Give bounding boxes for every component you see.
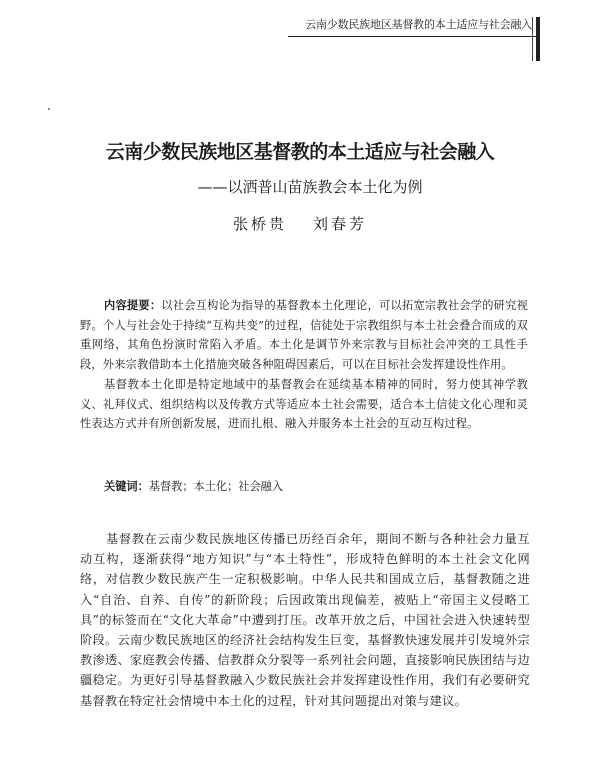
abstract-text: 以社会互构论为指导的基督教本土化理论，可以拓宽宗教社会学的研究视野。个人与社会处于持续“互构共变”的过程，信徒处于宗教组织与本土社会叠合而成的双重网络，其角色扮演时常陷入矛盾。本土化是调节外来宗教与目标社会冲突的工具性手段，外来宗教借助本土化措施突破各种阻碍因素后，可以在目标社会发挥建设性作用。: [80, 299, 528, 372]
abstract-paragraph: 基督教本土化即是特定地域中的基督教会在延续基本精神的同时，努力使其神学教义、礼拜仪式、组织结构以及传教方式等适应本土社会需要，适合本土信徒文化心理和灵性表达方式并有所创新发展，进而扎根、融入并服务本土社会的互动互构过程。: [80, 377, 528, 431]
header-side-line: [532, 17, 533, 61]
keywords-label: 关键词：: [104, 480, 149, 493]
abstract: [80, 296, 528, 434]
author-name: 张桥贵: [232, 215, 287, 233]
article-subtitle: ——以洒普山苗族教会本土化为例: [197, 178, 423, 196]
keywords-text: 基督教；本土化；社会融入: [148, 480, 284, 493]
abstract-paragraph: [80, 296, 528, 375]
article-title: 云南少数民族地区基督教的本土适应与社会融入: [105, 141, 495, 163]
keywords: [104, 478, 528, 496]
header-rule: [288, 36, 540, 37]
header-side-bar: [536, 17, 540, 61]
body-paragraph: 基督教在云南少数民族地区传播已历经百余年，期间不断与各种社会力量互动互构，逐渐获得“地方知识”与“本土特性”，形成特色鲜明的本土社会文化网络，对信教少数民族产生一定积极影响。中华人民共和国成立后，基督教随之进入“自治、自养、自传”的新阶段；后因政策出现偏差，被贴上“帝国主义侵略工具”的标签而在“文化大革命”中遭到打压。改革开放之后，中国社会进入快速转型阶段。云南少数民族地区的经济社会结构发生巨变，基督教快速发展并引发境外宗教渗透、家庭教会传播、信教群众分裂等一系列社会问题，直接影响民族团结与边疆稳定。为更好引导基督教融入少数民族社会并发挥建设性作用，我们有必要研究基督教在特定社会情境中本土化的过程，针对其问题提出对策与建议。: [80, 532, 530, 708]
author-name: 刘春芳: [313, 215, 368, 233]
body-text: [80, 529, 530, 711]
author-line: [0, 214, 600, 234]
running-header: 云南少数民族地区基督教的本土适应与社会融入: [305, 18, 532, 31]
scan-speck: [48, 108, 50, 110]
abstract-label: 内容提要：: [104, 299, 162, 312]
